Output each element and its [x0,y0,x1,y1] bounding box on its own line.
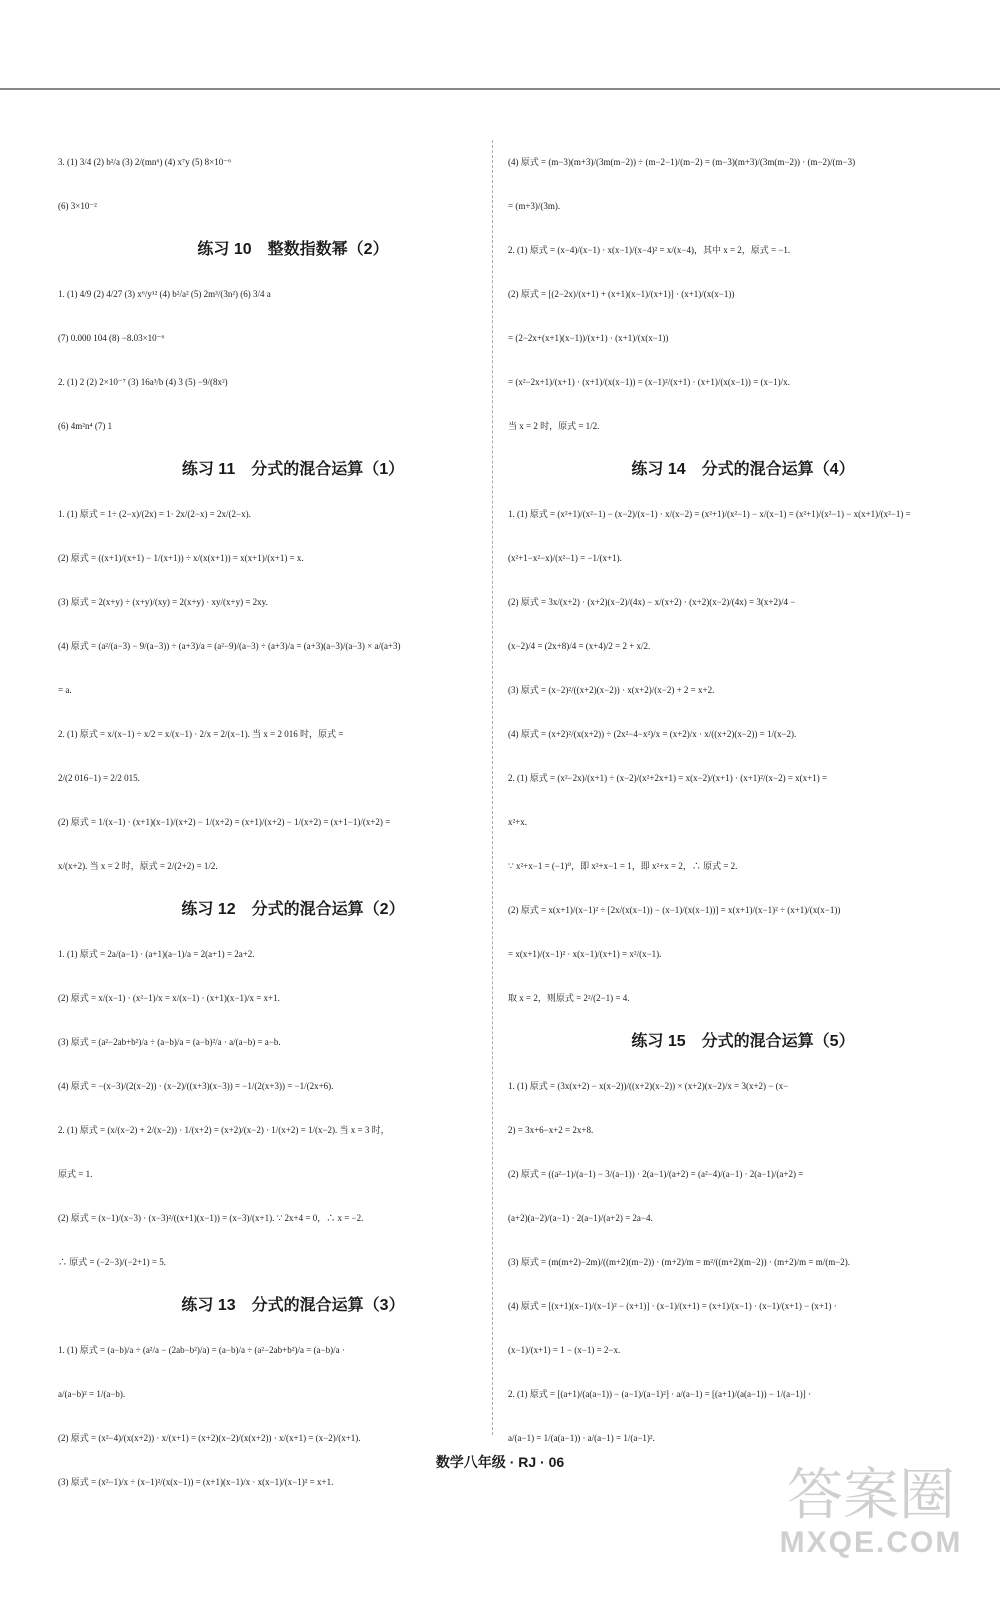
answer-line: x²+x. [508,817,528,827]
watermark [766,1463,976,1576]
section-heading: 练习 12 分式的混合运算（2） [181,901,405,918]
answer-line: ∴ 原式 = (−2−3)/(−2+1) = 5. [58,1257,166,1267]
answer-line: = (x²−2x+1)/(x+1) · (x+1)/(x(x−1)) = (x−1)²/(x+1) · (x+1)/(x(x−1)) = (x−1)/x. [508,377,790,387]
answer-line: (2) 原式 = [(2−2x)/(x+1) + (x+1)(x−1)/(x+1)] · (x+1)/(x(x−1)) [508,289,735,299]
answer-line: 原式 = 1. [58,1169,93,1179]
answer-line: 2. (1) 原式 = x/(x−1) ÷ x/2 = x/(x−1) · 2/x = 2/(x−1). 当 x = 2 016 时，原式 = [58,729,344,739]
top-rule [0,88,1000,90]
answer-line: (3) 原式 = (x−2)²/((x+2)(x−2)) · x(x+2)/(x−2) + 2 = x+2. [508,685,715,695]
answer-stamp-icon: 答案圈 [787,1463,955,1528]
answer-line: = a. [58,685,72,695]
answer-line: (7) 0.000 104 (8) −8.03×10⁻⁶ [58,333,165,343]
answer-line: = (2−2x+(x+1)(x−1))/(x+1) · (x+1)/(x(x−1)) [508,333,669,343]
answer-line: 2. (1) 原式 = (x²−2x)/(x+1) ÷ (x−2)/(x²+2x+1) = x(x−2)/(x+1) · (x+1)²/(x−2) = x(x+1) = [508,773,828,783]
answer-line: (x−2)/4 = (2x+8)/4 = (x+4)/2 = 2 + x/2. [508,641,651,651]
answer-line: (6) 4m²n⁴ (7) 1 [58,421,113,431]
section-heading: 练习 14 分式的混合运算（4） [631,461,855,478]
answer-line: (4) 原式 = (a²/(a−3) − 9/(a−3)) ÷ (a+3)/a = (a²−9)/(a−3) ÷ (a+3)/a = (a+3)(a−3)/(a−3) × a/(a+3) [58,641,401,651]
answer-line: (6) 3×10⁻² [58,201,97,211]
answer-line: 1. (1) 4/9 (2) 4/27 (3) x⁶/y¹² (4) b²/a² (5) 2m³/(3n²) (6) 3/4 a [58,289,271,299]
section-heading: 练习 10 整数指数幂（2） [197,241,389,258]
section-heading: 练习 15 分式的混合运算（5） [631,1033,855,1050]
watermark-text: MXQE.COM [779,1526,963,1559]
answer-line: (4) 原式 = [(x+1)(x−1)/(x−1)² − (x+1)] · (x−1)/(x+1) = (x+1)/(x−1) · (x−1)/(x+1) − (x+1) · [508,1301,837,1311]
answer-line: (2) 原式 = x/(x−1) · (x²−1)/x = x/(x−1) · (x+1)(x−1)/x = x+1. [58,993,280,1003]
answer-line: a/(a−b)² = 1/(a−b). [58,1389,126,1399]
answer-line: 2/(2 016−1) = 2/2 015. [58,773,140,783]
answer-line: (3) 原式 = 2(x+y) ÷ (x+y)/(xy) = 2(x+y) · xy/(x+y) = 2xy. [58,597,268,607]
answer-line: 1. (1) 原式 = 1÷ (2−x)/(2x) = 1· 2x/(2−x) = 2x/(2−x). [58,509,251,519]
answer-line: (2) 原式 = x(x+1)/(x−1)² ÷ [2x/(x(x−1)) − (x−1)/(x(x−1))] = x(x+1)/(x−1)² ÷ (x+1)/(x(x−1)) [508,905,841,915]
page-footer: 数学八年级 · RJ · 06 [435,1454,565,1470]
answer-line: (2) 原式 = 1/(x−1) · (x+1)(x−1)/(x+2) − 1/(x+2) = (x+1)/(x+2) − 1/(x+2) = (x+1−1)/(x+2) = [58,817,391,827]
section-heading: 练习 13 分式的混合运算（3） [181,1297,405,1314]
answer-line: 2. (1) 2 (2) 2×10⁻⁷ (3) 16a³/b (4) 3 (5) −9/(8x²) [58,377,228,387]
answer-line: (2) 原式 = ((a²−1)/(a−1) − 3/(a−1)) · 2(a−1)/(a+2) = (a²−4)/(a−1) · 2(a−1)/(a+2) = [508,1169,804,1179]
answer-line: (3) 原式 = (x²−1)/x ÷ (x−1)²/(x(x−1)) = (x+1)(x−1)/x · x(x−1)/(x−1)² = x+1. [58,1477,334,1487]
answer-line: 取 x = 2，则原式 = 2²/(2−1) = 4. [508,993,630,1003]
answer-line: (4) 原式 = (x+2)²/(x(x+2)) ÷ (2x²−4−x²)/x = (x+2)/x · x/((x+2)(x−2)) = 1/(x−2). [508,729,797,739]
answer-line: x/(x+2). 当 x = 2 时，原式 = 2/(2+2) = 1/2. [58,861,218,871]
answer-line: (4) 原式 = (m−3)(m+3)/(3m(m−2)) ÷ (m−2−1)/(m−2) = (m−3)(m+3)/(3m(m−2)) · (m−2)/(m−3) [508,157,856,167]
answer-line: (4) 原式 = −(x−3)/(2(x−2)) · (x−2)/((x+3)(x−3)) = −1/(2(x+3)) = −1/(2x+6). [58,1081,334,1091]
answer-line: (a+2)(a−2)/(a−1) · 2(a−1)/(a+2) = 2a−4. [508,1213,653,1223]
answer-line: 1. (1) 原式 = (x²+1)/(x²−1) − (x−2)/(x−1) · x/(x−2) = (x²+1)/(x²−1) − x/(x−1) = (x²+1)/(x²−1) − x(x+1)/(x²−1) = [508,509,911,519]
answer-line: 2. (1) 原式 = [(a+1)/(a(a−1)) − (a−1)/(a−1)²] · a/(a−1) = [(a+1)/(a(a−1)) − 1/(a−1)] · [508,1389,811,1399]
answer-line: 3. (1) 3/4 (2) b²/a (3) 2/(mn⁶) (4) x⁷y (5) 8×10⁻⁶ [58,157,232,167]
answer-line: (x−1)/(x+1) = 1 − (x−1) = 2−x. [508,1345,621,1355]
answer-line: 2) = 3x+6−x+2 = 2x+8. [508,1125,594,1135]
answer-line: ∵ x²+x−1 = (−1)⁰，即 x²+x−1 = 1，即 x²+x = 2，∴ 原式 = 2. [508,861,738,871]
answer-line: (2) 原式 = (x²−4)/(x(x+2)) · x/(x+1) = (x+2)(x−2)/(x(x+2)) · x/(x+1) = (x−2)/(x+1). [58,1433,361,1443]
answer-line: (2) 原式 = 3x/(x+2) · (x+2)(x−2)/(4x) − x/(x+2) · (x+2)(x−2)/(4x) = 3(x+2)/4 − [508,597,796,607]
answer-line: (3) 原式 = (m(m+2)−2m)/((m+2)(m−2)) · (m+2)/m = m²/((m+2)(m−2)) · (m+2)/m = m/(m−2). [508,1257,851,1267]
answer-line: (2) 原式 = ((x+1)/(x+1) − 1/(x+1)) ÷ x/(x(x+1)) = x(x+1)/(x+1) = x. [58,553,304,563]
answer-line: 当 x = 2 时，原式 = 1/2. [508,421,600,431]
answer-line: 1. (1) 原式 = (a−b)/a ÷ (a²/a − (2ab−b²)/a) = (a−b)/a ÷ (a²−2ab+b²)/a = (a−b)/a · [58,1345,345,1355]
left-column [58,140,528,1504]
answer-line: (2) 原式 = (x−1)/(x−3) · (x−3)²/((x+1)(x−1)) = (x−3)/(x+1). ∵ 2x+4 = 0，∴ x = −2. [58,1213,364,1223]
answer-line: a/(a−1) = 1/(a(a−1)) · a/(a−1) = 1/(a−1)². [508,1433,655,1443]
section-heading: 练习 11 分式的混合运算（1） [181,461,405,478]
answer-line: = x(x+1)/(x−1)² · x(x−1)/(x+1) = x²/(x−1). [508,949,662,959]
answer-line: (x²+1−x²−x)/(x²−1) = −1/(x+1). [508,553,622,563]
answer-line: 2. (1) 原式 = (x−4)/(x−1) · x(x−1)/(x−4)² = x/(x−4)，其中 x = 2，原式 = −1. [508,245,791,255]
answer-line: (3) 原式 = (a²−2ab+b²)/a ÷ (a−b)/a = (a−b)²/a · a/(a−b) = a−b. [58,1037,281,1047]
answer-line: 1. (1) 原式 = (3x(x+2) − x(x−2))/((x+2)(x−2)) × (x+2)(x−2)/x = 3(x+2) − (x− [508,1081,789,1091]
answer-line: = (m+3)/(3m). [508,201,561,211]
answer-line: 1. (1) 原式 = 2a/(a−1) · (a+1)(a−1)/a = 2(a+1) = 2a+2. [58,949,255,959]
right-column [508,140,978,1460]
answer-line: 2. (1) 原式 = (x/(x−2) + 2/(x−2)) · 1/(x+2) = (x+2)/(x−2) · 1/(x+2) = 1/(x−2). 当 x = 3 时， [58,1125,390,1135]
